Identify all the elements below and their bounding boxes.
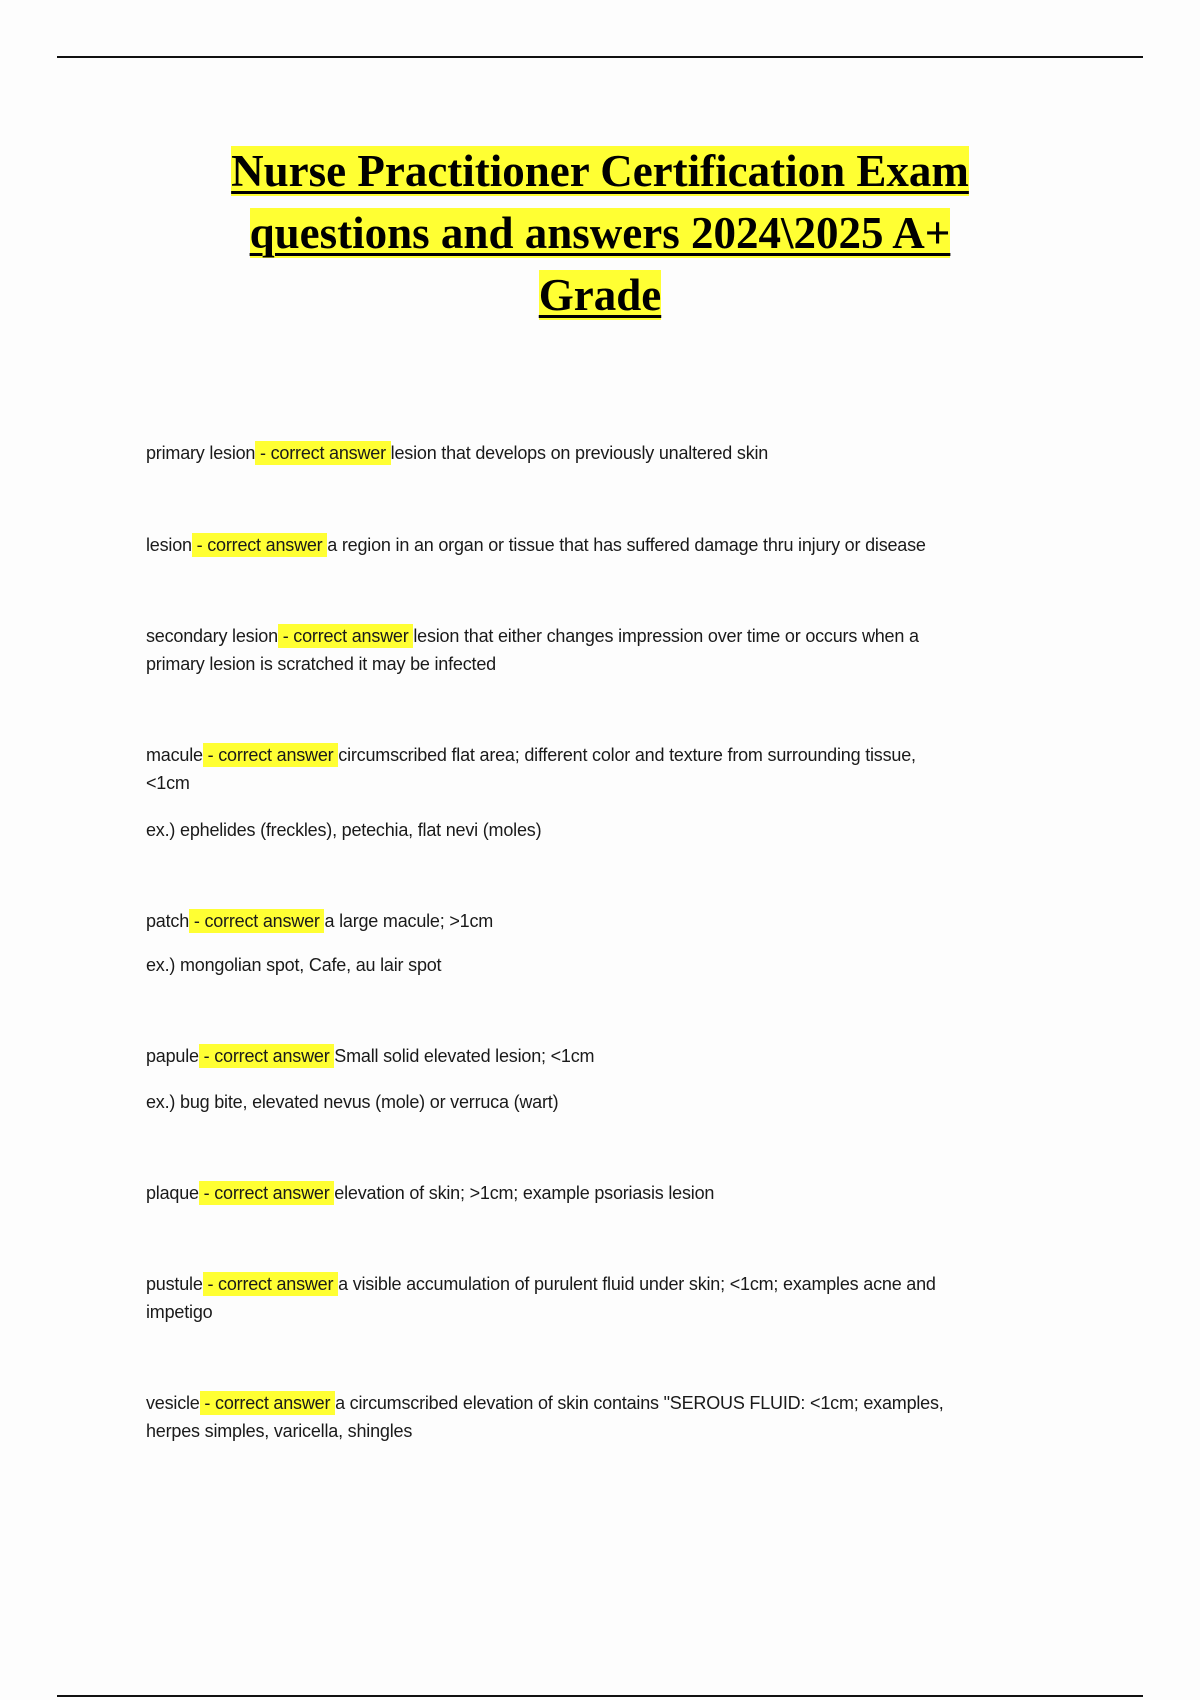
answer: a large macule; >1cm: [324, 911, 494, 931]
entry-line: [146, 531, 1076, 559]
answer: elevation of skin; >1cm; example psoriasis lesion: [334, 1183, 715, 1203]
answer: lesion that either changes impression over time or occurs when a: [413, 626, 919, 646]
qa-entry: [146, 1179, 1076, 1207]
title-line-3: Grade: [538, 270, 662, 320]
answer: a visible accumulation of purulent fluid under skin; <1cm; examples acne and: [338, 1274, 936, 1294]
entry-line: [146, 741, 1076, 769]
correct-answer-highlight: - correct answer: [277, 626, 414, 646]
footer-rule: [57, 1695, 1143, 1697]
example: ex.) ephelides (freckles), petechia, flat nevi (moles): [146, 820, 542, 840]
answer: a circumscribed elevation of skin contains "SEROUS FLUID: <1cm; examples,: [335, 1393, 944, 1413]
correct-answer-highlight: - correct answer: [202, 745, 339, 765]
header-rule: [57, 56, 1143, 58]
correct-answer-highlight: - correct answer: [191, 535, 328, 555]
answer-continuation: herpes simples, varicella, shingles: [146, 1421, 413, 1441]
answer-continuation: primary lesion is scratched it may be infected: [146, 654, 496, 674]
document-title: [0, 140, 1200, 326]
qa-entry: [146, 741, 1076, 797]
example: ex.) bug bite, elevated nevus (mole) or verruca (wart): [146, 1092, 559, 1112]
answer: lesion that develops on previously unaltered skin: [390, 443, 769, 463]
answer: Small solid elevated lesion; <1cm: [334, 1046, 595, 1066]
correct-answer-highlight: - correct answer: [189, 911, 325, 931]
qa-entry: [146, 1389, 1076, 1445]
entry-line: [146, 1389, 1076, 1417]
entry-line: [146, 1042, 1076, 1070]
answer-continuation: <1cm: [146, 773, 190, 793]
term: secondary lesion: [146, 626, 278, 646]
answer: circumscribed flat area; different color and texture from surrounding tissue,: [338, 745, 916, 765]
example: ex.) mongolian spot, Cafe, au lair spot: [146, 955, 442, 975]
term: macule: [146, 745, 203, 765]
qa-entry: [146, 1042, 1076, 1070]
correct-answer-highlight: - correct answer: [255, 443, 391, 463]
qa-entry: [146, 531, 1076, 559]
qa-entry: [146, 907, 1076, 935]
correct-answer-highlight: - correct answer: [199, 1393, 336, 1413]
entry-line: [146, 439, 1076, 467]
title-line-1: Nurse Practitioner Certification Exam: [231, 146, 969, 196]
answer: a region in an organ or tissue that has suffered damage thru injury or disease: [327, 535, 926, 555]
term: lesion: [146, 535, 192, 555]
qa-entry: [146, 1270, 1076, 1326]
qa-entry: [146, 439, 1076, 467]
entry-line: [146, 1179, 1076, 1207]
term: pustule: [146, 1274, 203, 1294]
title-line-2: questions and answers 2024\2025 A+: [249, 208, 951, 258]
correct-answer-highlight: - correct answer: [202, 1274, 339, 1294]
entry-line: [146, 907, 1076, 935]
entry-line: [146, 1270, 1076, 1298]
entry-line: [146, 622, 1076, 650]
qa-entry: [146, 622, 1076, 678]
term: patch: [146, 911, 190, 931]
correct-answer-highlight: - correct answer: [198, 1046, 335, 1066]
term: papule: [146, 1046, 199, 1066]
term: plaque: [146, 1183, 199, 1203]
correct-answer-highlight: - correct answer: [198, 1183, 335, 1203]
term: vesicle: [146, 1393, 200, 1413]
answer-continuation: impetigo: [146, 1302, 213, 1322]
term: primary lesion: [146, 443, 256, 463]
